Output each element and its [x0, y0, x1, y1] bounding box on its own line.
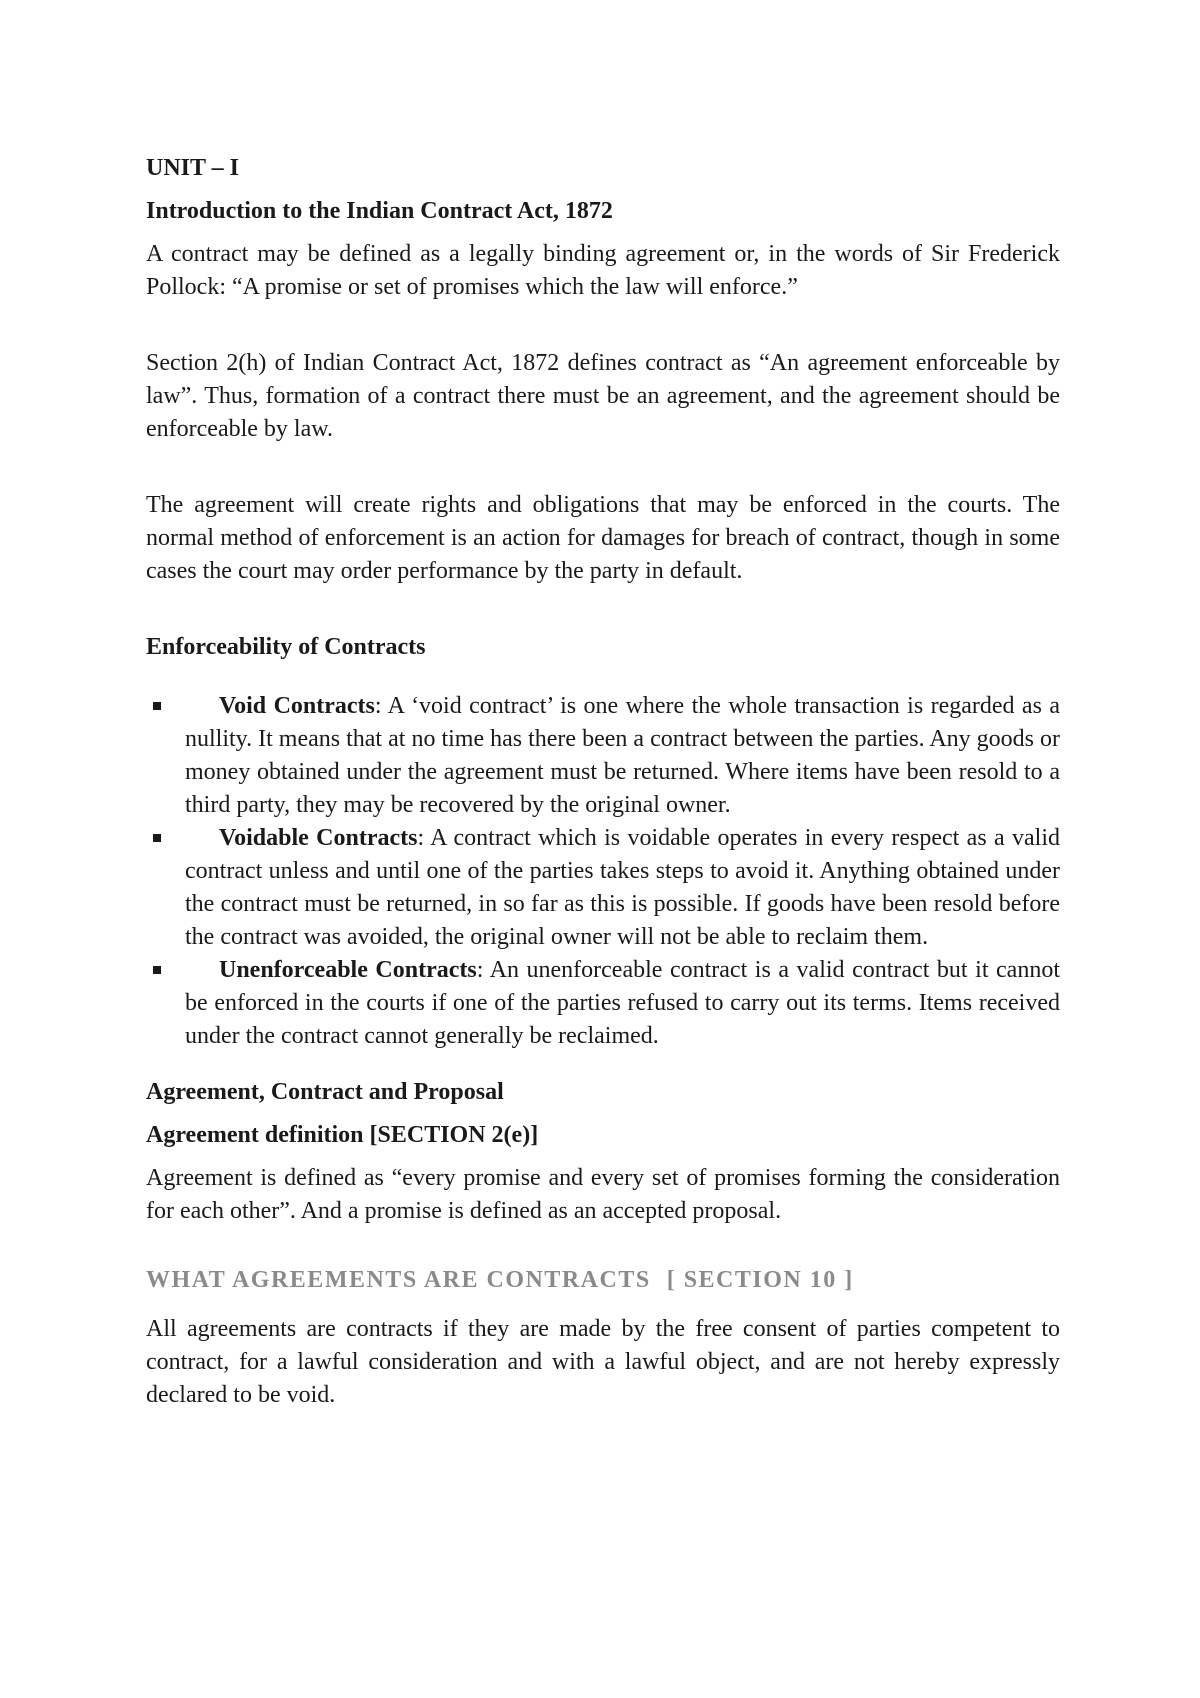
spacer [146, 1297, 1060, 1313]
intro-paragraph-3: The agreement will create rights and obligations that may be enforced in the courts. The normal method of enforcement is an action for damages for breach of contract, though in some cases the court may order performance by the party in default. [146, 492, 1060, 584]
spacer [146, 446, 1060, 489]
agreement-definition-text: Agreement is defined as “every promise and every set of promises forming the consideration for each other”. And a promise is defined as an accepted proposal. [146, 1165, 1060, 1224]
intro-heading: Introduction to the Indian Contract Act, 1872 [146, 198, 613, 224]
enforceability-list [146, 690, 1060, 1053]
what-agreements-heading [146, 1264, 1060, 1297]
list-item-text: : A ‘void contract’ is one where the whole transaction is regarded as a nullity. It means that at no time has there been a contract between the parties. Any goods or money obtained under the agreement must be returned. Where items have been resold to a third party, they may be recovered by the original owner. [185, 693, 1061, 818]
spacer [146, 1228, 1060, 1264]
list-item-text: : A contract which is voidable operates in every respect as a valid contract unless and until one of the parties takes steps to avoid it. Anything obtained under the contract must be returned, in so far as this is possible. If goods have been resold before the contract was avoided, the original owner will not be able to reclaim them. [185, 825, 1060, 950]
square-bullet-icon [153, 966, 161, 974]
spacer [146, 664, 1060, 690]
spacer [146, 304, 1060, 347]
intro-paragraph-1: A contract may be defined as a legally binding agreement or, in the words of Sir Frederick Pollock: “A promise or set of promises which the law will enforce.” [146, 241, 1060, 300]
list-item [146, 690, 1060, 822]
spacer [146, 1152, 1060, 1162]
list-item-term: Unenforceable Contracts [219, 957, 477, 983]
square-bullet-icon [153, 702, 161, 710]
what-agreements-title: WHAT AGREEMENTS ARE CONTRACTS [146, 1267, 651, 1293]
spacer [146, 228, 1060, 238]
what-agreements-text: All agreements are contracts if they are made by the free consent of parties competent to contract, for a lawful consideration and with a lawful object, and are not hereby expressly declared to be void. [146, 1316, 1060, 1408]
intro-paragraph-2: Section 2(h) of Indian Contract Act, 1872 defines contract as “An agreement enforceable by law”. Thus, formation of a contract there must be an agreement, and the agreement should be enforceable by law. [146, 350, 1060, 442]
spacer [146, 1109, 1060, 1119]
what-agreements-section: [ SECTION 10 ] [666, 1267, 854, 1293]
spacer [146, 185, 1060, 195]
enforceability-heading: Enforceability of Contracts [146, 634, 426, 660]
agreement-definition-heading: Agreement definition [SECTION 2(e)] [146, 1122, 539, 1148]
unit-title: UNIT – I [146, 155, 239, 181]
list-item-term: Void Contracts [219, 693, 375, 719]
list-item-term: Voidable Contracts [219, 825, 418, 851]
agreement-heading: Agreement, Contract and Proposal [146, 1079, 504, 1105]
list-item [146, 954, 1060, 1053]
list-item-text: : An unenforceable contract is a valid contract but it cannot be enforced in the courts if one of the parties refused to carry out its terms. Items received under the contract cannot generally be reclaimed. [185, 957, 1061, 1049]
spacer [146, 1053, 1060, 1076]
spacer [146, 588, 1060, 631]
list-item [146, 822, 1060, 954]
document-page [146, 152, 1060, 1412]
square-bullet-icon [153, 834, 161, 842]
